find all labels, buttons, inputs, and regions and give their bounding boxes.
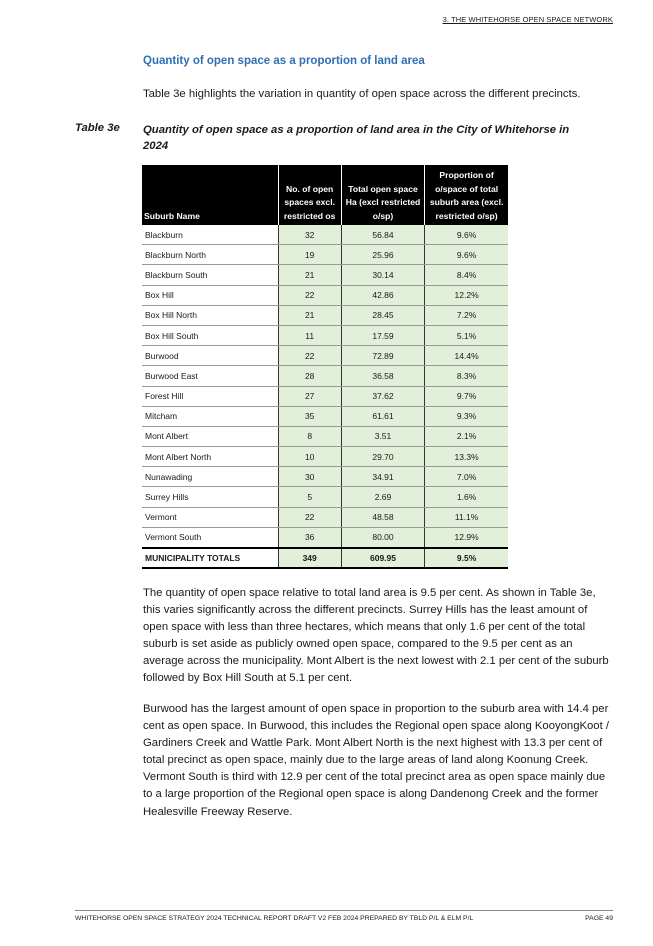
table-body [142,225,508,568]
suburb-name-cell: Nunawading [142,467,278,487]
open-space-count-cell: 21 [278,265,341,285]
suburb-name-cell: Box Hill North [142,305,278,325]
open-space-ha-cell: 36.58 [341,366,424,386]
open-space-ha-cell: 42.86 [341,285,424,305]
table-header-row [142,165,508,225]
suburb-name-cell: Burwood [142,346,278,366]
open-space-count-cell: 5 [278,487,341,507]
col-open-space-count: No. of open spaces excl. restricted os [278,165,341,225]
open-space-ha-cell: 29.70 [341,447,424,467]
suburb-name-cell: Burwood East [142,366,278,386]
proportion-cell: 13.3% [425,447,508,467]
table-row [142,245,508,265]
open-space-ha-cell: 72.89 [341,346,424,366]
open-space-ha-cell: 80.00 [341,527,424,548]
col-suburb-name: Suburb Name [142,165,278,225]
open-space-ha-cell: 37.62 [341,386,424,406]
table-row [142,447,508,467]
proportion-cell: 9.7% [425,386,508,406]
table-total-row [142,548,508,568]
open-space-count-cell: 36 [278,527,341,548]
col-proportion: Proportion of o/space of total suburb area (excl. restricted o/sp) [425,165,508,225]
proportion-cell: 2.1% [425,426,508,446]
paragraph-1: The quantity of open space relative to total land area is 9.5 per cent. As shown in Table 3e, this varies significantly across the different precincts. Surrey Hills has the least amount of open space with less than three hectares, which means that only 1.6 per cent of the total suburb is set aside as publicly owned open space, compared to the 9.5 per cent as an average across the municipality. Mont Albert is the next lowest with 2.1 per cent of the suburb followed by Box Hill South at 5.1 per cent. [143,587,609,685]
open-space-count-cell: 32 [278,225,341,245]
open-space-count-cell: 30 [278,467,341,487]
suburb-name-cell: Surrey Hills [142,487,278,507]
open-space-count-cell: 28 [278,366,341,386]
suburb-name-cell: MUNICIPALITY TOTALS [142,548,278,568]
proportion-cell: 7.2% [425,305,508,325]
open-space-ha-cell: 48.58 [341,507,424,527]
suburb-name-cell: Forest Hill [142,386,278,406]
proportion-cell: 1.6% [425,487,508,507]
open-space-ha-cell: 3.51 [341,426,424,446]
running-header: 3. THE WHITEHORSE OPEN SPACE NETWORK [442,15,613,24]
proportion-cell: 9.5% [425,548,508,568]
open-space-count-cell: 19 [278,245,341,265]
footer-divider [75,910,613,911]
open-space-count-cell: 8 [278,426,341,446]
paragraph-2: Burwood has the largest amount of open space in proportion to the suburb area with 14.4 per cent as open space. In Burwood, this includes the Regional open space along KooyongKoot / Gardiners Creek and Wattle Park. Mont Albert North is the next highest with 13.3 per cent of total precinct as open space, mainly due to the large areas of land along Koonung Creek. Vermont South is third with 12.9 per cent of the total precinct area as open space mainly due to a large proportion of the Regional open space is along Dandenong Creek and the former Healesville Freeway Reserve. [143,703,610,818]
footer-text: WHITEHORSE OPEN SPACE STRATEGY 2024 TECHNICAL REPORT DRAFT V2 FEB 2024 PREPARED BY TBLD P/L & ELM P/L [75,915,474,922]
table-row [142,225,508,245]
suburb-name-cell: Blackburn North [142,245,278,265]
table-row [142,265,508,285]
open-space-count-cell: 11 [278,325,341,345]
table-row [142,325,508,345]
intro-text: Table 3e highlights the variation in quantity of open space across the different precincts. [143,88,581,100]
open-space-ha-cell: 25.96 [341,245,424,265]
open-space-ha-cell: 2.69 [341,487,424,507]
suburb-name-cell: Mont Albert [142,426,278,446]
suburb-name-cell: Mitcham [142,406,278,426]
open-space-count-cell: 10 [278,447,341,467]
proportion-cell: 14.4% [425,346,508,366]
col-total-open-space-ha: Total open space Ha (excl restricted o/sp) [341,165,424,225]
open-space-count-cell: 349 [278,548,341,568]
open-space-count-cell: 22 [278,346,341,366]
open-space-ha-cell: 609.95 [341,548,424,568]
open-space-ha-cell: 17.59 [341,325,424,345]
suburb-name-cell: Vermont [142,507,278,527]
open-space-ha-cell: 56.84 [341,225,424,245]
proportion-cell: 7.0% [425,467,508,487]
open-space-ha-cell: 34.91 [341,467,424,487]
proportion-cell: 8.4% [425,265,508,285]
proportion-cell: 9.3% [425,406,508,426]
page-number: PAGE 49 [585,915,613,922]
table-row [142,346,508,366]
table-row [142,507,508,527]
open-space-count-cell: 21 [278,305,341,325]
table-row [142,426,508,446]
open-space-count-cell: 27 [278,386,341,406]
suburb-name-cell: Vermont South [142,527,278,548]
table-row [142,305,508,325]
open-space-ha-cell: 28.45 [341,305,424,325]
suburb-name-cell: Blackburn [142,225,278,245]
proportion-cell: 12.9% [425,527,508,548]
table-caption: Quantity of open space as a proportion of land area in the City of Whitehorse in 2024 [143,124,570,152]
open-space-ha-cell: 30.14 [341,265,424,285]
suburb-name-cell: Box Hill [142,285,278,305]
suburb-name-cell: Blackburn South [142,265,278,285]
table-number: Table 3e [75,122,120,134]
table-row [142,406,508,426]
proportion-cell: 8.3% [425,366,508,386]
table-row [142,386,508,406]
open-space-ha-cell: 61.61 [341,406,424,426]
suburb-name-cell: Box Hill South [142,325,278,345]
table-row [142,467,508,487]
proportion-cell: 11.1% [425,507,508,527]
open-space-count-cell: 35 [278,406,341,426]
open-space-table [142,165,508,569]
table-row [142,487,508,507]
proportion-cell: 9.6% [425,225,508,245]
proportion-cell: 9.6% [425,245,508,265]
open-space-count-cell: 22 [278,507,341,527]
section-heading: Quantity of open space as a proportion of land area [143,55,425,67]
proportion-cell: 5.1% [425,325,508,345]
proportion-cell: 12.2% [425,285,508,305]
table-row [142,527,508,548]
open-space-count-cell: 22 [278,285,341,305]
table-row [142,366,508,386]
suburb-name-cell: Mont Albert North [142,447,278,467]
table-row [142,285,508,305]
